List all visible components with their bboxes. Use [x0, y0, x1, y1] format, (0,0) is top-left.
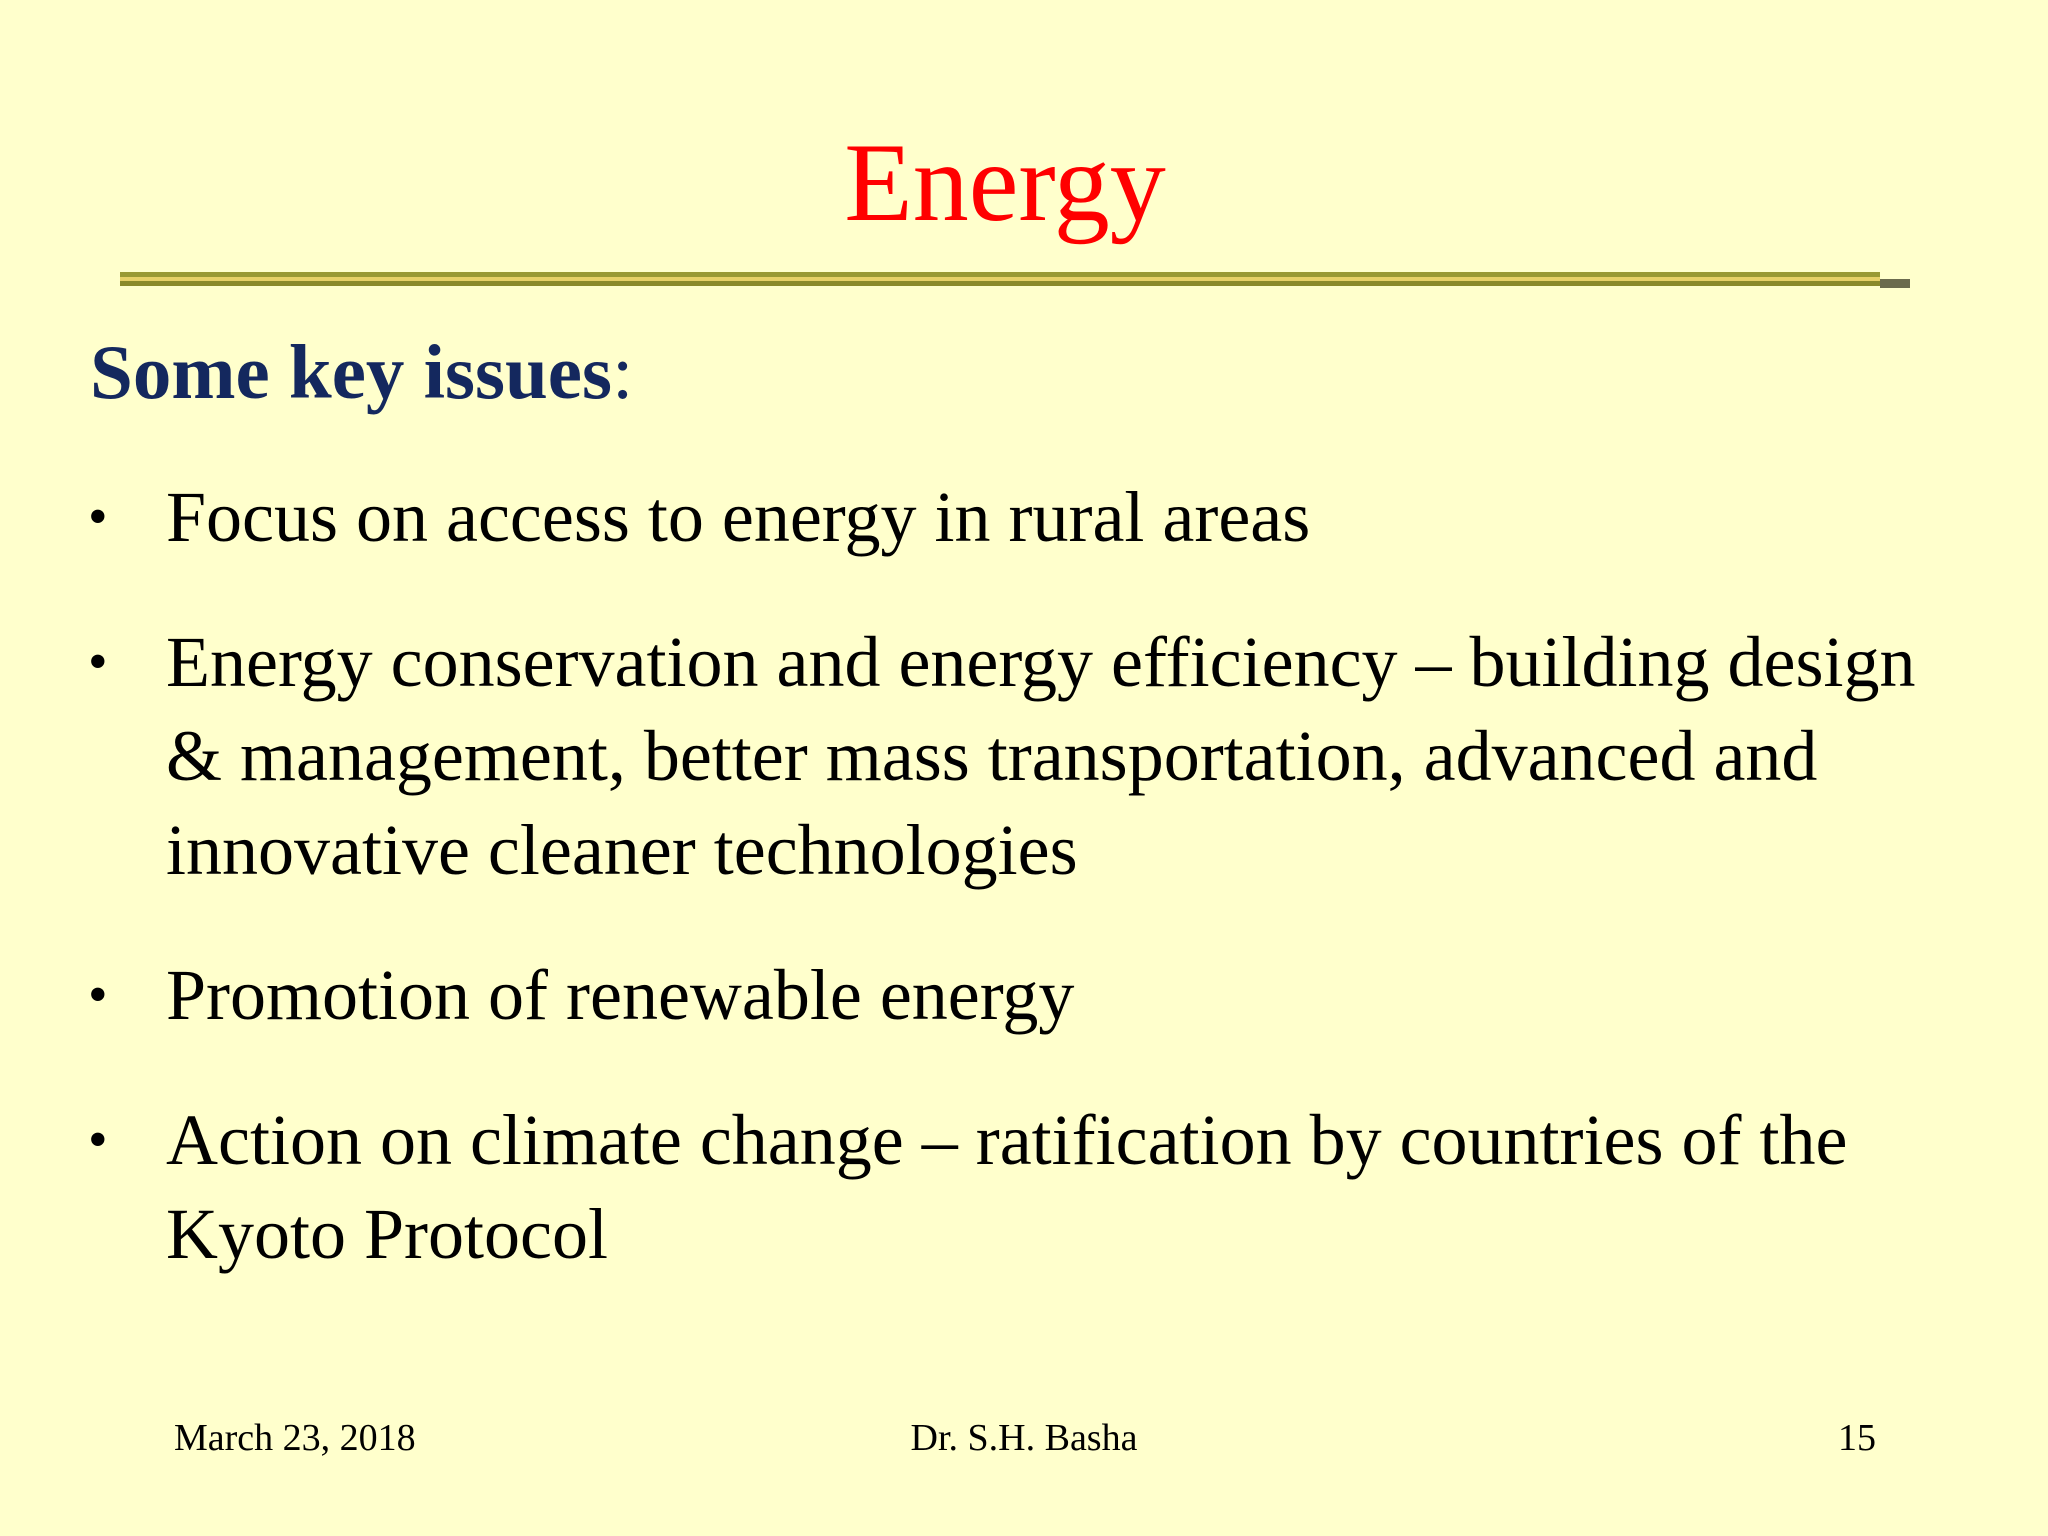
bullet-item — [88, 948, 1948, 1042]
footer-author: Dr. S.H. Basha — [910, 1417, 1138, 1459]
slide-title: Energy — [844, 121, 1166, 245]
divider-band-bottom — [120, 281, 1880, 286]
divider-end-cap — [1880, 279, 1910, 288]
bullet-icon: • — [88, 1109, 108, 1171]
footer-page-number: 15 — [1838, 1417, 1876, 1459]
bullet-icon: • — [88, 964, 108, 1026]
subheading — [90, 327, 633, 417]
bullet-text: Promotion of renewable energy — [166, 955, 1075, 1035]
footer-date: March 23, 2018 — [174, 1417, 416, 1459]
bullet-text: Focus on access to energy in rural areas — [166, 477, 1311, 557]
bullet-text: Energy conservation and energy efficiency – building design & management, better mass transportation, advanced and innovative cleaner technologies — [166, 622, 1916, 890]
subheading-colon: : — [611, 329, 634, 415]
bullet-item — [88, 1093, 1948, 1281]
title-divider — [120, 272, 1880, 286]
bullet-text: Action on climate change – ratification by countries of the Kyoto Protocol — [166, 1100, 1848, 1274]
bullet-item — [88, 615, 1948, 897]
bullet-icon: • — [88, 486, 108, 548]
bullet-list — [88, 470, 1948, 1332]
subheading-text: Some key issues — [90, 329, 612, 415]
bullet-item — [88, 470, 1948, 564]
bullet-icon: • — [88, 631, 108, 693]
